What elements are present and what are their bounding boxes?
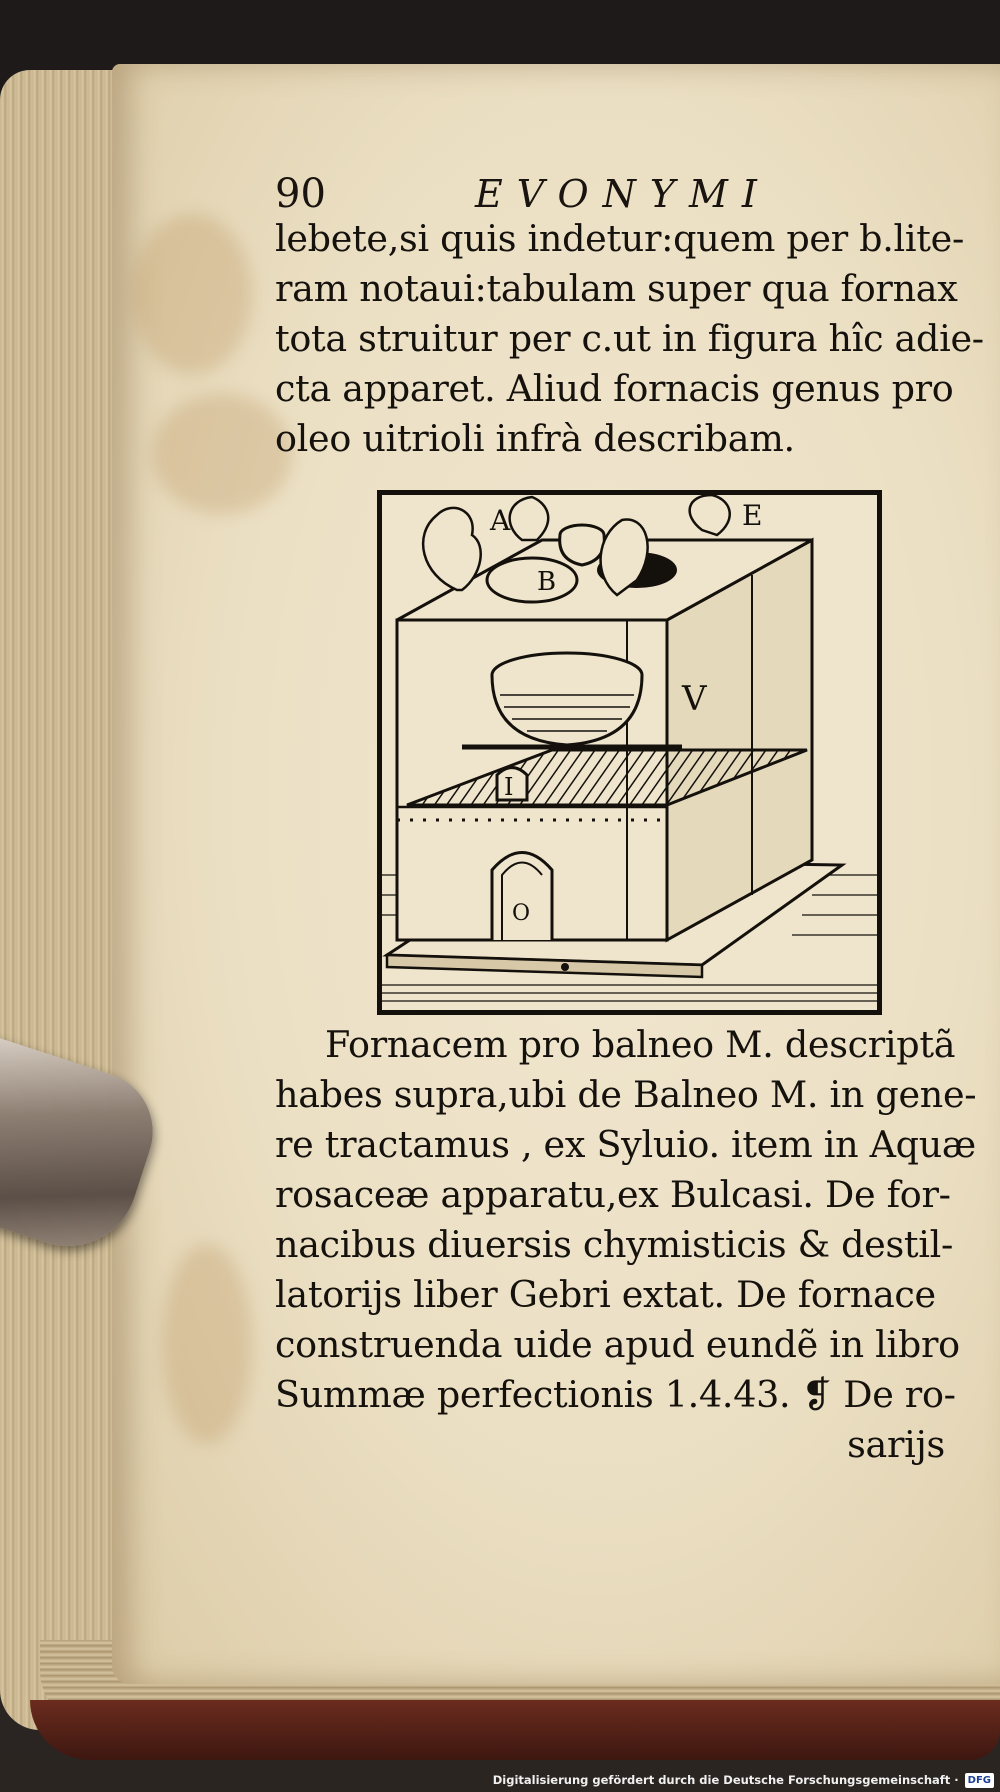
page-header	[275, 168, 795, 220]
page-number: 90	[275, 171, 326, 217]
text-line: Fornacem pro balneo M. descriptã	[325, 1023, 956, 1066]
text-line: cta apparet. Aliud fornacis genus pro	[275, 367, 954, 410]
text-line: re tractamus , ex Syluio. item in Aquæ	[275, 1123, 976, 1166]
text-line: nacibus diuersis chymisticis & destil-	[275, 1223, 954, 1266]
text-line: rosaceæ apparatu,ex Bulcasi. De for-	[275, 1173, 951, 1216]
stain	[152, 394, 292, 514]
book-cover	[30, 1700, 1000, 1760]
base-rivet	[561, 963, 569, 971]
smoke-plume	[690, 495, 730, 535]
text-line: ram notaui:tabulam super qua fornax	[275, 267, 958, 310]
furnace-illustration	[382, 495, 877, 1010]
digitization-credit	[493, 1770, 994, 1790]
text-line: tota struitur per c.ut in figura hîc adie-	[275, 317, 984, 360]
text-line: lebete,si quis indetur:quem per b.lite-	[275, 217, 964, 260]
stain	[132, 214, 252, 374]
figure-label-v: V	[682, 679, 707, 719]
text-line: construenda uide apud eundẽ in libro	[275, 1323, 960, 1366]
text-block-top	[275, 214, 984, 464]
top-opening-b	[487, 558, 577, 602]
furnace-woodcut-figure	[377, 490, 882, 1015]
text-line: habes supra,ubi de Balneo M. in gene-	[275, 1073, 977, 1116]
text-block-bottom	[275, 1020, 975, 1470]
catchword: sarijs	[847, 1423, 945, 1466]
figure-label-o: O	[512, 901, 531, 926]
text-line: latorijs liber Gebri extat. De fornace	[275, 1273, 936, 1316]
figure-label-i: I	[504, 773, 514, 801]
smoke-plume	[423, 508, 481, 590]
text-line: oleo uitrioli infrà describam.	[275, 417, 795, 460]
credit-text: Digitalisierung gefördert durch die Deutsche Forschungsgemeinschaft ·	[492, 1773, 959, 1787]
text-line: Summæ perfectionis 1.4.43. ❡ De ro-	[275, 1373, 956, 1416]
smoke-plume	[510, 497, 549, 540]
figure-label-a: A	[490, 504, 511, 537]
figure-label-e: E	[742, 499, 763, 532]
figure-label-b: B	[537, 567, 557, 597]
running-head: EVONYMI	[475, 172, 771, 216]
stain	[162, 1244, 252, 1444]
dfg-logo: DFG	[965, 1773, 994, 1788]
